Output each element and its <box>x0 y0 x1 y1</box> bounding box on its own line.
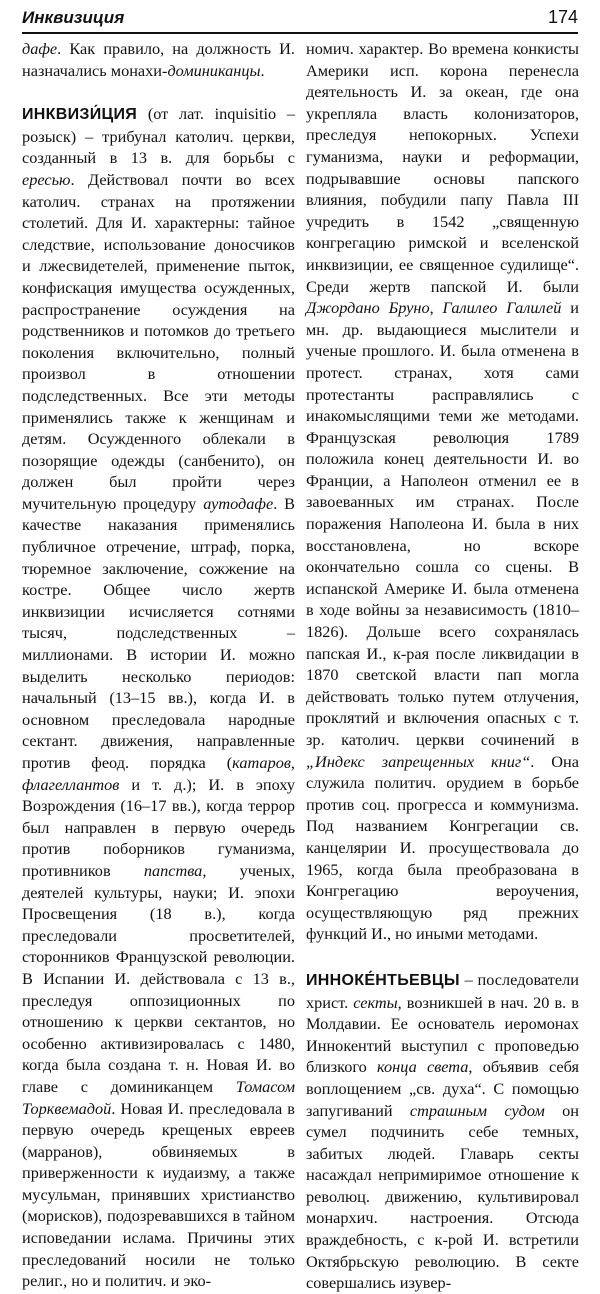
running-header <box>22 6 578 34</box>
left-column <box>22 38 295 1292</box>
entry-innokentievtsy: ИННОКЕ́НТЬЕВЦЫ – последователи христ. секты, возникшей в нач. 20 в. в Молдавии. Ее основатель иеромонах Иннокентий выступил с проповедью близкого конца света, объявив себя воплощением „св. духа“. С помощью запугиваний страшным судом он сумел подчинить себе темных, забитых людей. Главарь секты насаждал непримиримое отношение к революц. движению, культивировал монархич. настроения. Отсюда враждебность, с к-рой И. встретили Октябрьскую революцию. В секте совершались изувер- <box>306 969 580 1293</box>
cross-reference: конца света <box>377 1057 469 1077</box>
running-title: Инквизиция <box>22 8 125 27</box>
cross-reference: флагеллантов <box>22 774 120 794</box>
cross-reference: аутодафе <box>203 493 274 513</box>
cross-reference: папства <box>143 860 203 880</box>
entry-inquisition: ИНКВИЗИ́ЦИЯ (от лат. inquisitio – розыск) – трибунал католич. церкви, созданный в 13 в. для борьбы с ересью. Действовал почти во всех католич. странах на протяжении столетий. Для И. характерны: тайное следствие, использование доносчиков и лжесвидетелей, применение пыток, конфискация имущества осужденных, распространение осуждения на родственников и потомков до третьего поколения включительно, полный произвол в отношении подследственных. Все эти методы применялись также к женщинам и детям. Осужденного облекали в позорящие одежды (санбенито), он должен был пройти через мучительную процедуру аутодафе. В качестве наказания применялись публичное отречение, штраф, порка, тюремное заключение, сожжение на костре. Общее число жертв инквизиции исчисляется сотнями тысяч, подследственных – миллионами. В истории И. можно выделить несколько периодов: начальный (13–15 вв.), когда И. в основном преследовала народные сектант. движения, направленные против феод. порядка (катаров, флагеллантов и т. д.); И. в эпоху Возрождения (16–17 вв.), когда террор был направлен в первую очередь против поборников гуманизма, противников папства, ученых, деятелей культуры, науки; И. эпохи Просвещения (18 в.), когда преследовали просветителей, сторонников Французской революции. В Испании И. действовала с 13 в., преследуя оппозиционных по отношению к церкви сектантов, но особенно активизировалась с 1480, когда была создана т. н. Новая И. во главе с доминиканцем Томасом Торквемадой. Новая И. преследовала в первую очередь крещеных евреев (марранов), обвиняемых в приверженности к иудаизму, а также мусульман, принявших христианство (морисков), подозревавшихся в тайном исповедании ислама. Причины этих преследований носили не только религ., но и политич. и эко- <box>22 104 295 1291</box>
page-number: 174 <box>547 7 578 27</box>
cross-reference: „Индекс запрещенных книг“ <box>306 751 531 771</box>
cross-reference: Томасом Торквемадой <box>22 1076 295 1118</box>
cross-reference: страшным судом <box>409 1100 545 1120</box>
entry-inquisition-continued: номич. характер. Во времена конкисты Америки исп. корона перенесла деятельность И. за океан, где она укрепляла власть колонизаторов, преследуя непокорных. Успехи гуманизма, науки и реформации, подрывавшие основы папского влияния, побудили папу Павла III учредить в 1542 „священную конгрегацию римской и вселенской инквизиции, ее священное судилище“. Среди жертв папской И. были Джордано Бруно, Галилео Галилей и мн. др. выдающиеся мыслители и ученые прошлого. И. была отменена в протест. странах, хотя сами протестанты расправлялись с инакомыслящими теми же методами. Французская революция 1789 положила конец деятельности И. во Франции, а Наполеон отменил ее в завоеванных им странах. После поражения Наполеона И. была в них восстановлена, но вскоре окончательно сошла со сцены. В испанской Америке И. была отменена в ходе войны за независимость (1810–1826). Дольше всего сохранялась папская И., к-рая после ликвидации в 1870 светской власти пап могла действовать только путем отлучения, проклятий и включения опасных с т. зр. католич. церкви сочинений в „Индекс запрещенных книг“. Она служила политич. орудием в борьбе против соц. прогресса и коммунизма. Под названием Конгрегации св. канцелярии И. просуществовала до 1965, когда была преобразована в Конгрегацию вероучения, осуществляющую ряд прежних функций И., но иными методами. <box>306 39 579 944</box>
cross-reference: Галилео Галилей <box>442 298 562 318</box>
continuation-paragraph: дафе. Как правило, на должность И. назначались монахи-доминиканцы. <box>22 39 295 80</box>
cross-reference: катаров <box>232 753 291 772</box>
right-column <box>306 38 579 1294</box>
cross-reference: Джордано Бруно <box>306 298 430 318</box>
entry-term-inquisition: ИНКВИЗИ́ЦИЯ <box>22 106 138 124</box>
cross-reference: ересью <box>22 169 71 189</box>
cross-reference: секты <box>353 992 398 1012</box>
entry-term-innokentievtsy: ИННОКЕ́НТЬЕВЦЫ <box>306 971 460 989</box>
